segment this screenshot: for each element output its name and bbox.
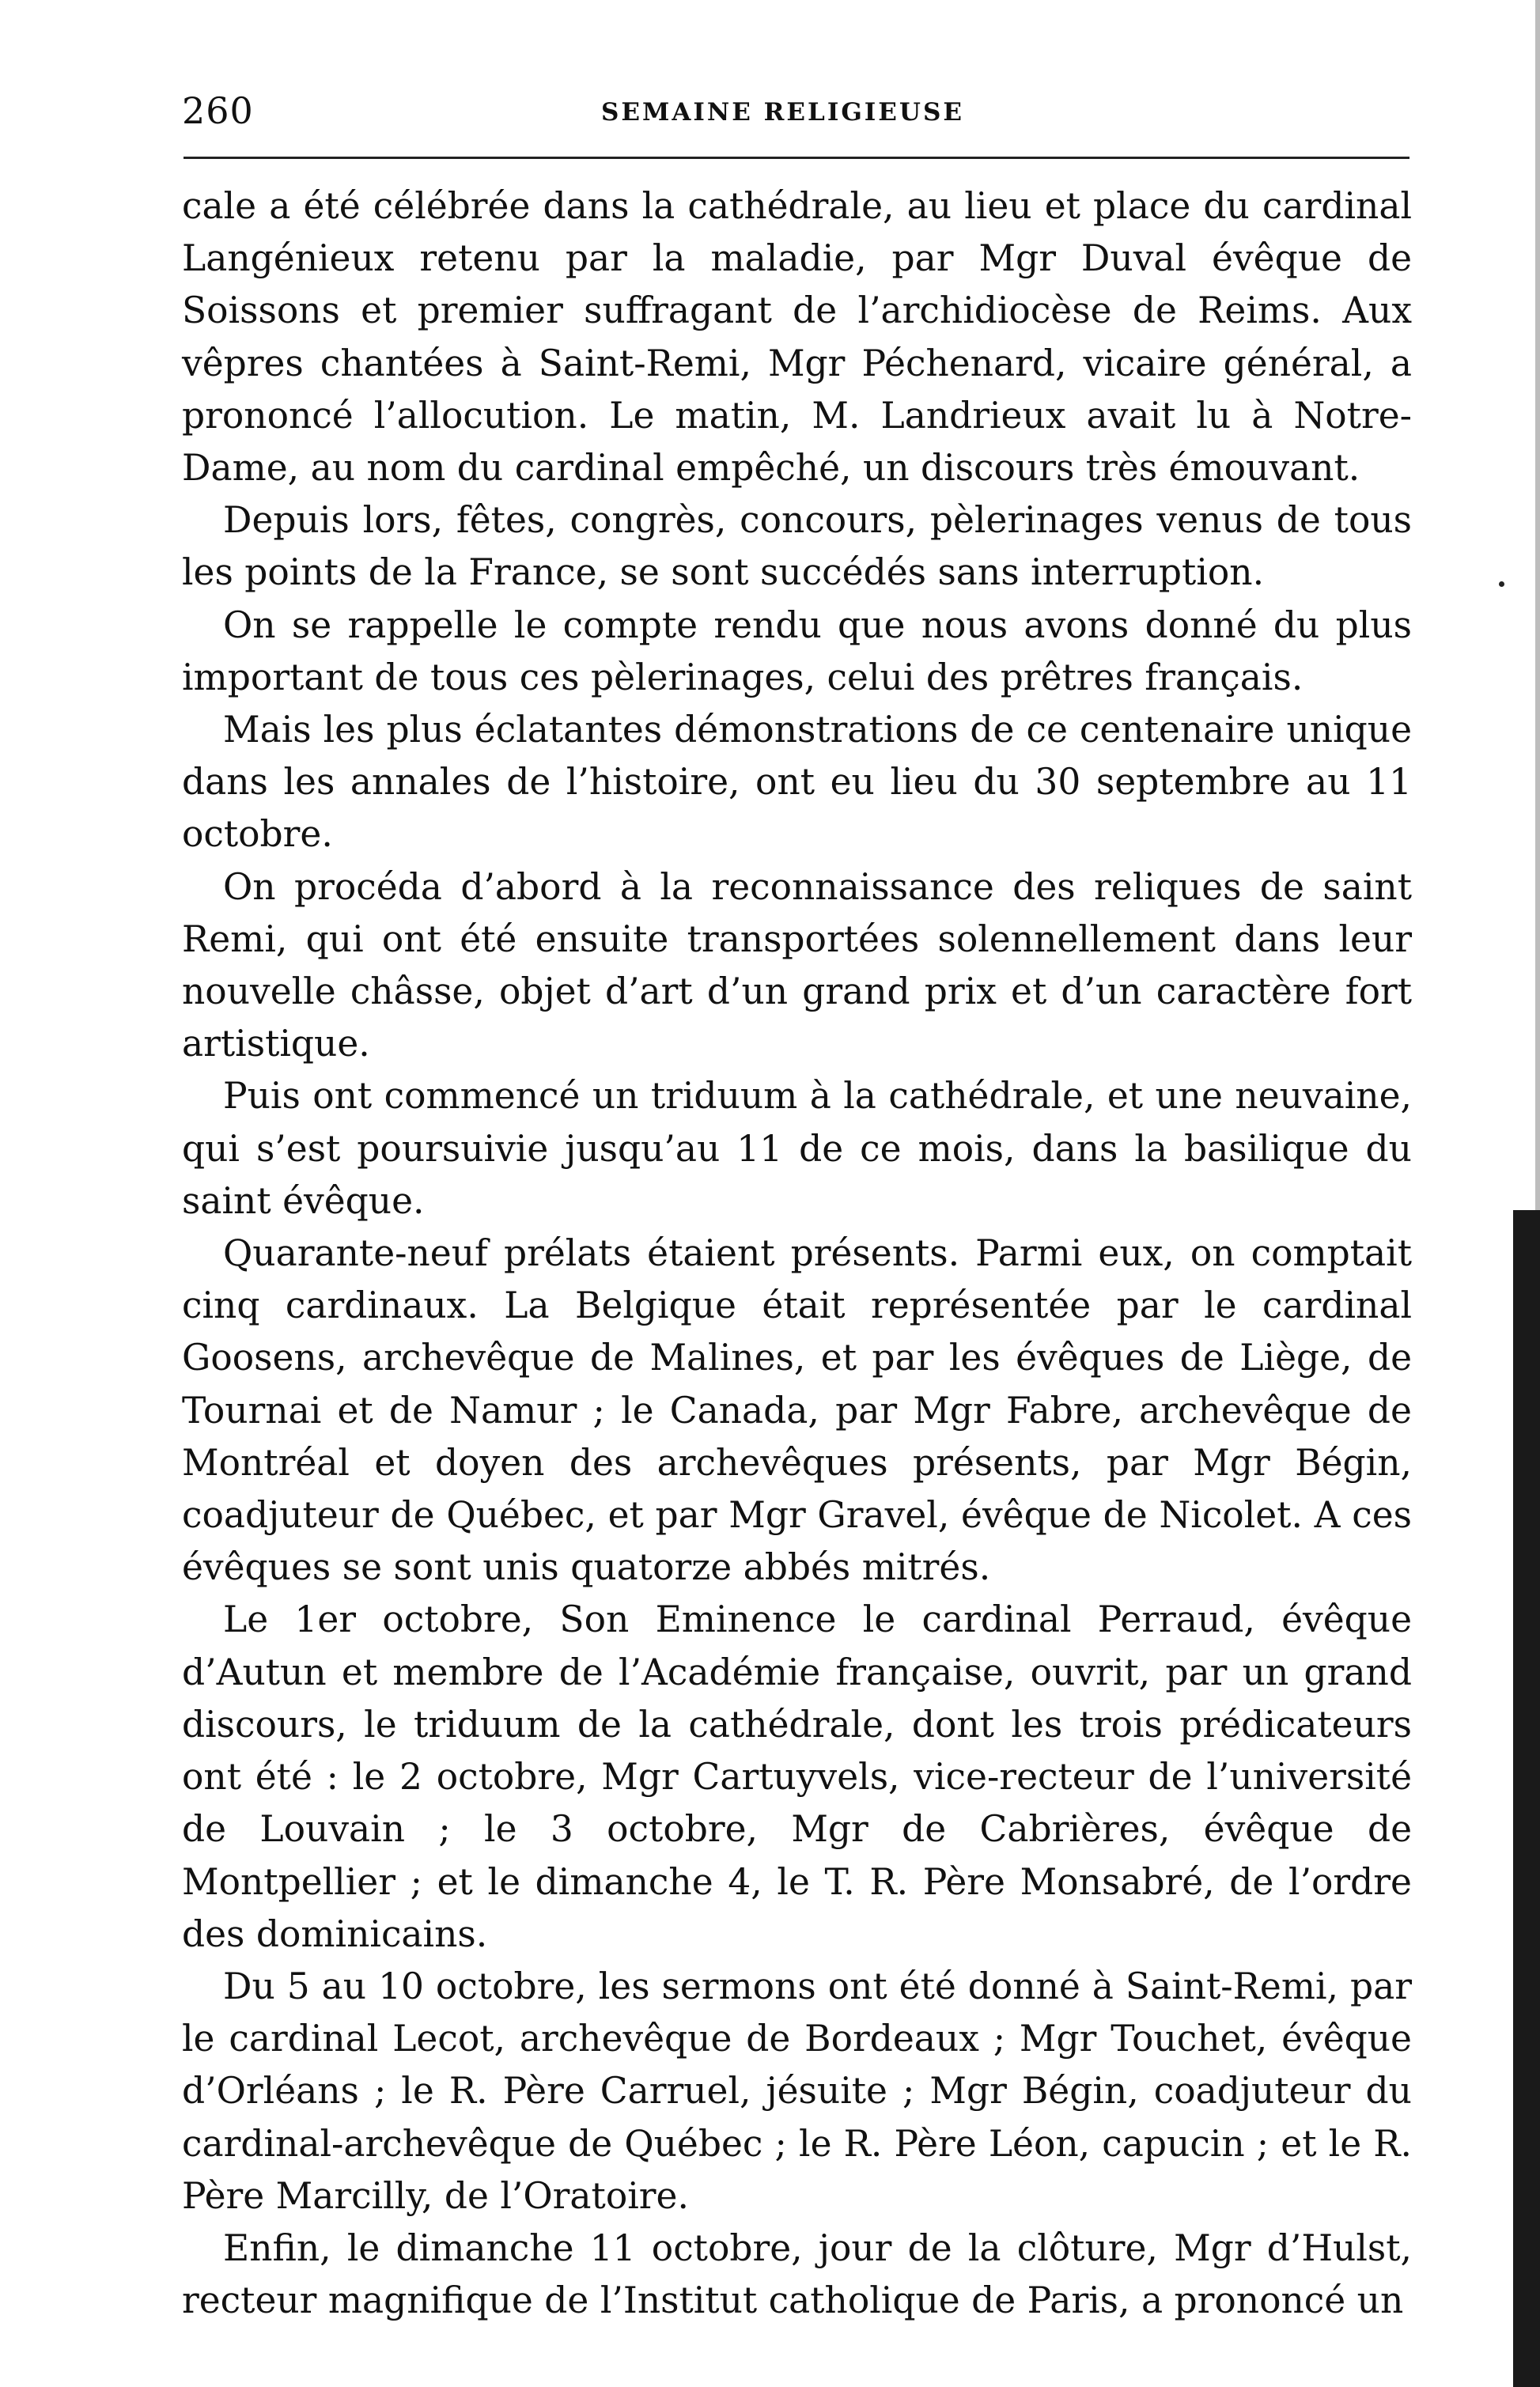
page-header (182, 87, 1412, 142)
binding-edge-light (1535, 0, 1540, 1210)
paragraph: Enfin, le dimanche 11 octobre, jour de la clôture, Mgr d’Hulst, recteur magnifique de l’Institut catholique de Paris, a prononcé un (182, 2226, 1412, 2322)
paragraph: Mais les plus éclatantes démonstrations de ce centenaire unique dans les annales de l’histoire, ont eu lieu du 30 septembre au 11 octobre. (182, 709, 1412, 856)
binding-edge-shadow (1513, 1210, 1540, 2387)
paragraph: Depuis lors, fêtes, congrès, concours, pèlerinages venus de tous les points de la France, se sont succédés sans interruption. (182, 499, 1412, 594)
running-head: SEMAINE RELIGIEUSE (601, 98, 964, 127)
page-number: 260 (182, 89, 254, 132)
paragraph: Puis ont commencé un triduum à la cathédrale, et une neuvaine, qui s’est poursuivie jusqu’au 11 de ce mois, dans la basilique du saint évêque. (182, 1075, 1412, 1222)
paragraph: Quarante-neuf prélats étaient présents. Parmi eux, on comptait cinq cardinaux. La Belgique était représentée par le cardinal Goosens, archevêque de Malines, et par les évêques de Liège, de Tournai et de Namur ; le Canada, par Mgr Fabre, archevêque de Montréal et doyen des archevêques présents, par Mgr Bégin, coadjuteur de Québec, et par Mgr Gravel, évêque de Nicolet. A ces évêques se sont unis quatorze abbés mitrés. (182, 1232, 1412, 1589)
paragraph: On se rappelle le compte rendu que nous avons donné du plus important de tous ces pèlerinages, celui des prêtres français. (182, 603, 1412, 698)
body-text (182, 180, 1412, 2327)
paragraph-continued: cale a été célébrée dans la cathédrale, au lieu et place du cardinal Langénieux retenu par la maladie, par Mgr Duval évêque de Soissons et premier suffragant de l’archidiocèse de Reims. Aux vêpres chantées à Saint-Remi, Mgr Péchenard, vicaire général, a prononcé l’allocution. Le matin, M. Landrieux avait lu à Notre-Dame, au nom du cardinal empêché, un discours très émouvant. (182, 185, 1412, 490)
paragraph: Du 5 au 10 octobre, les sermons ont été donné à Saint-Remi, par le cardinal Lecot, archevêque de Bordeaux ; Mgr Touchet, évêque d’Orléans ; le R. Père Carruel, jésuite ; Mgr Bégin, coadjuteur du cardinal-archevêque de Québec ; le R. Père Léon, capucin ; et le R. Père Marcilly, de l’Oratoire. (182, 1965, 1412, 2217)
print-speck (1499, 581, 1504, 587)
paragraph: On procéda d’abord à la reconnaissance des reliques de saint Remi, qui ont été ensuite transportées solennellement dans leur nouvelle châsse, objet d’art d’un grand prix et d’un caractère fort artistique. (182, 865, 1412, 1065)
paragraph: Le 1er octobre, Son Eminence le cardinal Perraud, évêque d’Autun et membre de l’Académie française, ouvrit, par un grand discours, le triduum de la cathédrale, dont les trois prédicateurs ont été : le 2 octobre, Mgr Cartuyvels, vice-recteur de l’université de Louvain ; le 3 octobre, Mgr de Cabrières, évêque de Montpellier ; et le dimanche 4, le T. R. Père Monsabré, de l’ordre des dominicains. (182, 1598, 1412, 1955)
header-rule (184, 157, 1409, 159)
